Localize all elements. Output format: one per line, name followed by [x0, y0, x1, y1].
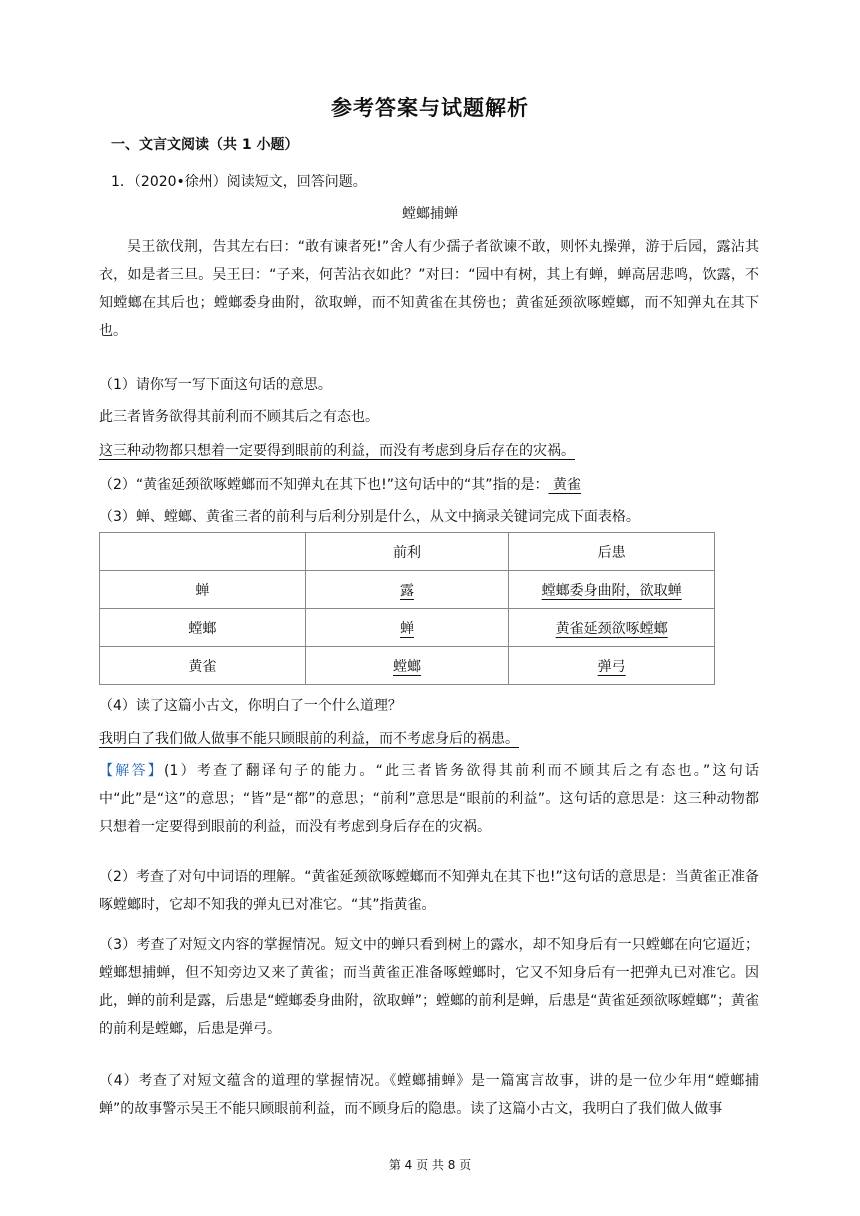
table-header-cell [100, 533, 306, 571]
analysis-p2: （2）考查了对句中词语的理解。“黄雀延颈欲啄螳螂而不知弹丸在其下也!”这句话的意思是：当黄雀正准备啄螳螂时，它却不知我的弹丸已对准它。“其”指黄雀。 [99, 869, 759, 913]
q1-prompt: （1）请你写一写下面这句话的意思。 [99, 377, 332, 393]
table-row [100, 647, 715, 685]
table-answer: 螳螂委身曲附，欲取蝉 [541, 582, 682, 599]
page-footer: 第 4 页 共 8 页 [388, 1158, 472, 1172]
analysis-p3: （3）考查了对短文内容的掌握情况。短文中的蝉只看到树上的露水，却不知身后有一只螳螂在向它逼近；螳螂想捕蝉，但不知旁边又来了黄雀；而当黄雀正准备啄螳螂时，它又不知身后有一把弹丸已对准它。因此，蝉的前利是露，后患是“螳螂委身曲附，欲取蝉”；螳螂的前利是蝉，后患是“黄雀延颈欲啄螳螂”；黄雀的前利是螳螂，后患是弹弓。 [99, 937, 759, 1037]
answer-table [99, 532, 715, 685]
question-intro: 1．（2020•徐州）阅读短文，回答问题。 [111, 174, 367, 190]
table-answer: 蝉 [399, 620, 414, 637]
table-cell [509, 647, 715, 685]
q4-prompt: （4）读了这篇小古文，你明白了一个什么道理？ [99, 698, 402, 714]
passage-text: 吴王欲伐荆，告其左右曰：“敢有谏者死!”舍人有少孺子者欲谏不敢，则怀丸操弹，游于后园，露沾其衣，如是者三旦。吴王曰：“子来，何苦沾衣如此？”对曰：“园中有树，其上有蝉，蝉高居悲鸣，饮露，不知螳螂在其后也；螳螂委身曲附，欲取蝉，而不知黄雀在其傍也；黄雀延颈欲啄螳螂，而不知弹丸在其下也。 [99, 239, 759, 339]
analysis-p1 [99, 757, 759, 841]
table-header-cell: 后患 [509, 533, 715, 571]
q2-prompt: （2）“黄雀延颈欲啄螳螂而不知弹丸在其下也!”这句话中的“其”指的是： [99, 477, 549, 493]
table-row [100, 571, 715, 609]
table-cell [305, 647, 509, 685]
table-answer: 螳螂 [392, 658, 421, 675]
table-cell: 黄雀 [100, 647, 306, 685]
q2-answer: 黄雀 [548, 477, 581, 493]
table-cell [509, 571, 715, 609]
analysis-p4: （4）考查了对短文蕴含的道理的掌握情况。《螳螂捕蝉》是一篇寓言故事，讲的是一位少年用“螳螂捕蝉”的故事警示吴王不能只顾眼前利益，而不顾身后的隐患。读了这篇小古文，我明白了我们做人做事 [99, 1073, 759, 1117]
table-answer: 露 [399, 582, 414, 599]
table-cell: 螳螂 [100, 609, 306, 647]
q1-answer: 这三种动物都只想着一定要得到眼前的利益，而没有考虑到身后存在的灾祸。 [99, 443, 575, 459]
table-header-cell: 前利 [305, 533, 509, 571]
passage-title: 螳螂捕蝉 [402, 206, 458, 222]
table-cell [509, 609, 715, 647]
table-cell [305, 609, 509, 647]
analysis-tag: 【解答】 [99, 763, 164, 779]
table-answer: 黄雀延颈欲啄螳螂 [555, 620, 668, 637]
table-cell: 蝉 [100, 571, 306, 609]
table-header-row [100, 533, 715, 571]
q4-answer: 我明白了我们做人做事不能只顾眼前的利益，而不考虑身后的祸患。 [99, 731, 519, 747]
table-row [100, 609, 715, 647]
table-cell [305, 571, 509, 609]
table-answer: 弹弓 [597, 658, 626, 675]
q3-prompt: （3）蝉、螳螂、黄雀三者的前利与后利分别是什么，从文中摘录关键词完成下面表格。 [99, 509, 640, 525]
section-heading: 一、文言文阅读（共 1 小题） [111, 137, 299, 153]
page-title: 参考答案与试题解析 [331, 96, 529, 120]
analysis-p1-text: (1）考查了翻译句子的能力。“此三者皆务欲得其前利而不顾其后之有态也。”这句话中“此”是“这”的意思；“皆”是“都”的意思；“前利”意思是“眼前的利益”。这句话的意思是：这三种动物都只想着一定要得到眼前的利益，而没有考虑到身后存在的灾祸。 [99, 763, 760, 835]
q1-sentence: 此三者皆务欲得其前利而不顾其后之有态也。 [99, 409, 379, 425]
q2-line [99, 474, 581, 494]
